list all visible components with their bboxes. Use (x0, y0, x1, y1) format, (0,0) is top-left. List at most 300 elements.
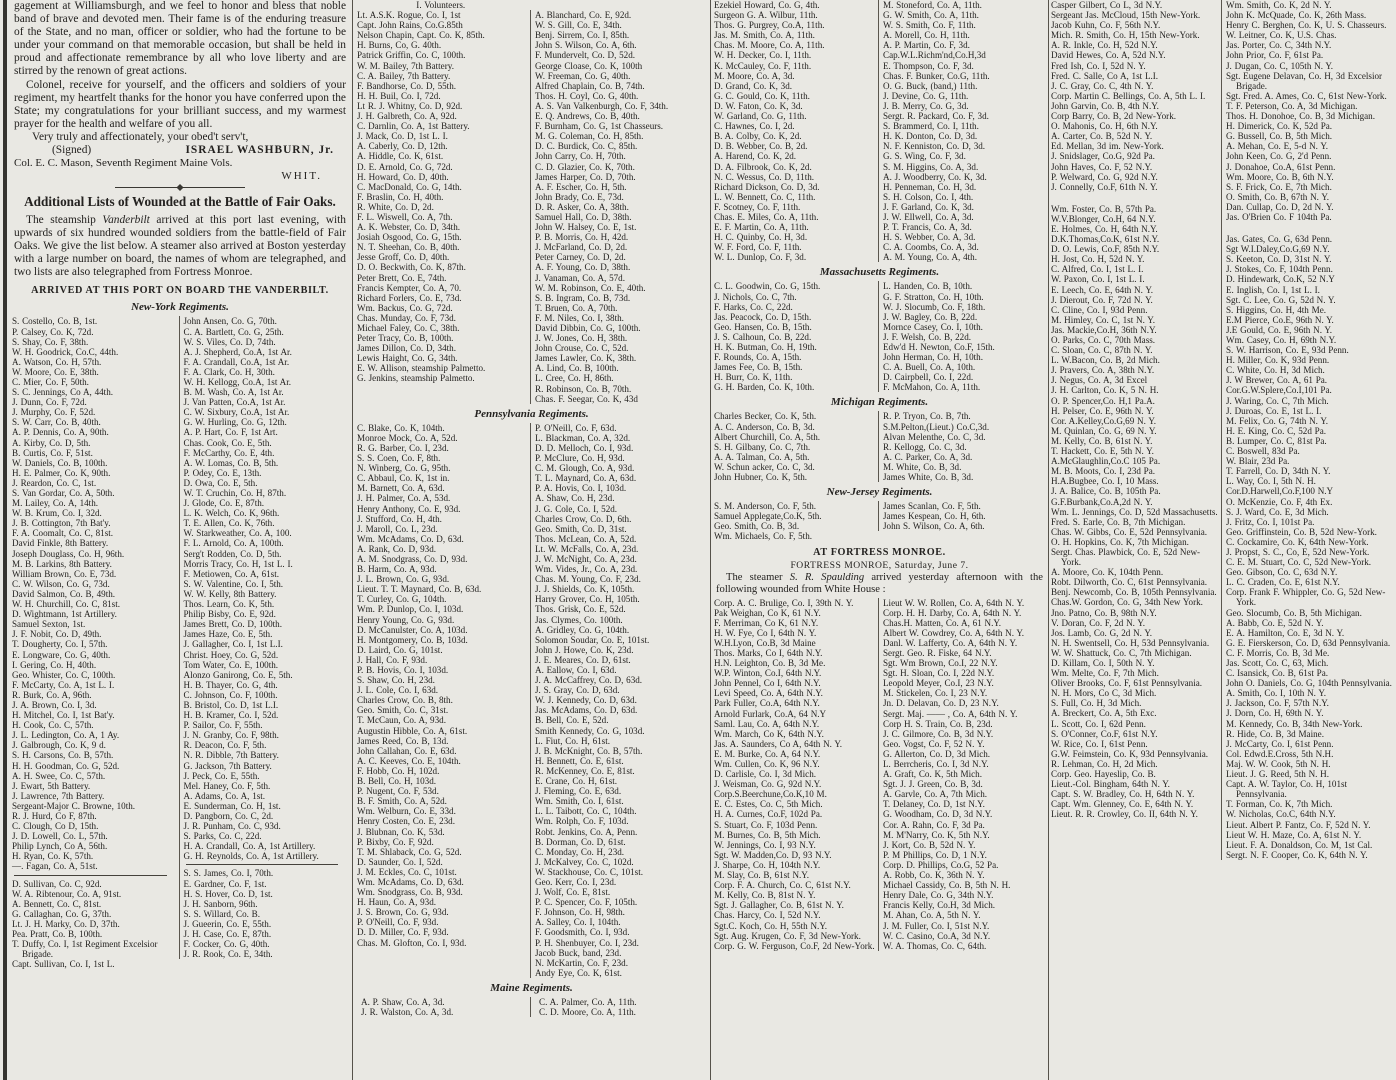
casualty-entry: R. Burk, Co. A, 96th. (12, 689, 92, 700)
casualty-entry: C. W. Wilson, Co. G, 73d. (12, 578, 110, 589)
casualty-entry: A. Blanchard, Co. E, 92d. (535, 10, 632, 21)
casualty-entry: G. E. Fierskerson, Co. D, 63d Pennsylvania. (1226, 637, 1391, 648)
casualty-entry: J. M. Fuller, Co. I, 51st N.Y. (883, 920, 990, 931)
casualty-entry: Lieut. R. R. Crowley, Co. II, 64th N. Y. (1051, 809, 1198, 820)
casualty-entry: Joseph Douglass, Co. H, 96th. (12, 548, 125, 559)
casualty-entry: K. McCauley, Co. F, 11th. (714, 60, 812, 71)
casualty-entry: F. Scotney, Co. F, 11th. (714, 201, 801, 212)
casualty-entry: A. Mehan, Co. E, 5-d N. Y. (1226, 141, 1329, 152)
name-list (1221, 0, 1394, 860)
casualty-entry: Sergt. R. Packard, Co. F, 3d. (883, 111, 989, 122)
casualty-entry: E. M. Burke, Co. A, 64 N.Y. (714, 748, 821, 759)
casualty-entry: T. Curley, Co. G, 104th. (357, 594, 447, 605)
casualty-entry: S. W. Carr, Co. B, 40th. (12, 417, 101, 428)
casualty-entry: Capt. Wm. Glenney, Co. E, 64th N. Y. (1051, 799, 1194, 810)
casualty-entry: S. S. James, Co. I, 70th. (183, 868, 274, 879)
casualty-entry: E. Gardner, Co. F, 1st. (183, 878, 267, 889)
casualty-entry: Sgt. Aug. Krugen, Co. F, 3d New-York. (714, 930, 861, 941)
casualty-entry: Geo. Hansen, Co. B, 15th. (714, 321, 812, 332)
casualty-entry: John Haves, Co. F, 52 N.Y. (1051, 161, 1153, 172)
casualty-entry: J. Devine, Co. G, 11th. (883, 90, 969, 101)
name-list (878, 281, 1045, 392)
casualty-entry: B. M. Wash, Co. A, 1st Ar. (183, 387, 284, 398)
casualty-entry: P. M Phillips, Co. D, 1 N.Y. (883, 849, 987, 860)
casualty-entry: J. Blubnan, Co. K, 53d. (357, 826, 445, 837)
name-list (179, 316, 349, 959)
casualty-entry: James Kespean, Co. H, 6th. (883, 511, 986, 522)
casualty-entry: Geo. Griffinstein, Co. B, 52d New-York. (1226, 526, 1377, 537)
casualty-entry: H. E. Palmer, Co. K, 90th. (12, 467, 111, 478)
casualty-entry: Jos. Lamb, Co. G, 2d N. Y. (1051, 627, 1153, 638)
arrived-heading: ARRIVED AT THIS PORT ON BOARD THE VANDERBILT. (31, 285, 329, 297)
casualty-entry: C. L. Goodwin, Co. G, 15th. (714, 281, 821, 292)
casualty-entry: J. Weisman, Co. G, 92d N.Y. (714, 779, 822, 790)
name-list (1051, 0, 1221, 820)
casualty-entry: E. Q. Andrews, Co. B, 40th. (535, 111, 640, 122)
casualty-entry: Charles Becker, Co. K, 5th. (714, 411, 817, 422)
pennsylvania-list (357, 423, 706, 978)
casualty-entry: J. F. Nobit, Co. D, 49th. (12, 629, 102, 640)
casualty-entry: James Harper, Co. D, 70th. (535, 171, 636, 182)
casualty-entry: W. W. Shattuck, Co. C, 7th Michigan. (1051, 647, 1192, 658)
casualty-entry: F. Cocker, Co. G, 40th. (183, 939, 270, 950)
casualty-entry: C. Abbaul, Co. K, 1st in. (357, 473, 450, 484)
casualty-entry: D. Hindewark, Co.K, 52 N.Y (1226, 274, 1335, 285)
section-heading-massachusetts: Massachusetts Regiments. (819, 266, 940, 279)
casualty-entry: Sgt.C. Koch, Co. H, 55th N.Y. (714, 920, 827, 931)
casualty-entry: Richard Forlers, Co. E, 73d. (357, 292, 462, 303)
casualty-entry: F. McCarthy, Co. E, 4th. (183, 447, 275, 458)
casualty-entry: Lieut. J. G. Reed, 5th N. H. (1226, 769, 1330, 780)
casualty-entry: Wm. Rolph, Co. F, 103d. (535, 816, 629, 827)
casualty-entry: W. A. Ribtenour, Co. A, 91st. (12, 888, 122, 899)
casualty-entry: H.N. Leighton, Co. B, 3d Me. (714, 658, 826, 669)
casualty-entry: W. Nicholas, Co.C, 64th N.Y. (1226, 809, 1336, 820)
casualty-entry: A. W. Lomas, Co. B, 5th. (183, 457, 279, 468)
column-3 (714, 0, 1045, 951)
casualty-entry: M. Lailey, Co. A, 14th. (12, 498, 99, 509)
casualty-entry: R. Lehman, Co. H, 2d Mich. (1051, 758, 1158, 769)
casualty-entry: J. J. Shields, Co. K, 105th. (535, 584, 635, 595)
casualty-entry: D. Wightmann, 1st Artillery. (12, 609, 117, 620)
casualty-entry: W. L. Dunlop, Co. F, 3d. (714, 252, 807, 263)
casualty-entry: Dan. Cullap, Co. D, 2d N. Y. (1226, 201, 1334, 212)
casualty-entry: C. Hawnes, Co. I, 2d. (714, 121, 795, 132)
casualty-entry: C. D. Glazier, Co. K, 70th. (535, 161, 635, 172)
casualty-entry: V. Doran, Co. F, 2d N. Y. (1051, 617, 1146, 628)
casualty-entry: C. W. Sixbury, Co.A, 1st Ar. (183, 407, 290, 418)
casualty-entry: Levi Speed, Co. A, 64th N.Y. (714, 688, 823, 699)
casualty-entry: Thos. G. Purgrey, Co.A, 11th. (714, 20, 825, 31)
casualty-entry: S. Stuart, Co. F, 103d Penn. (714, 819, 818, 830)
casualty-entry: S. W. Harrison, Co. E, 93d Penn. (1226, 345, 1349, 356)
casualty-entry: Alonzo Ganirong, Co. E, 5th. (183, 669, 293, 680)
casualty-entry: J. Murphy, Co. F, 52d. (12, 407, 96, 418)
casualty-entry: A. Graft, Co. K, 5th Mich. (883, 769, 982, 780)
casualty-entry: H. B. Kramer, Co. I, 52d. (183, 710, 279, 721)
casualty-entry: B. Bell, Co. E, 52d. (535, 715, 609, 726)
casualty-entry: Cor. A. Rahn, Co. F, 3d Pa. (883, 819, 985, 830)
casualty-entry: Corp. Frank F. Whippler, Co. G, 52d New-York. (1226, 587, 1386, 608)
casualty-entry: J. Negus, Co. A, 3d Excel (1051, 375, 1148, 386)
casualty-entry: Alvan Melenthe, Co. C, 3d. (883, 431, 986, 442)
casualty-entry: A. Bennett, Co. C, 81st. (12, 898, 102, 909)
casualty-entry: J. Hall, Co. F, 93d. (357, 654, 428, 665)
casualty-entry: John K. McQuade, Co. K, 26th Mass. (1226, 10, 1367, 21)
casualty-entry: L. C. Craden, Co. E, 61st N.Y. (1226, 577, 1340, 588)
casualty-entry: M. Felix, Co. G, 74th N. Y. (1226, 415, 1329, 426)
casualty-entry: J. Gallagher, Co. I, 1st L.I. (183, 639, 283, 650)
casualty-entry: E. C. Estes, Co. C, 5th Mich. (714, 799, 823, 810)
casualty-entry: John Crouse, Co. C, 52d. (535, 343, 629, 354)
casualty-entry: P. B. Hovis, Co. I, 103d. (357, 665, 449, 675)
casualty-entry: N. R. Dibble, 7th Battery. (183, 750, 279, 761)
casualty-entry: J. Van Patten, Co.A, 1st Ar. (183, 397, 286, 408)
casualty-entry: H. Ryan, Co. K, 57th. (12, 851, 94, 862)
casualty-entry: J. Sharpe, Co. H, 104th N.Y. (714, 859, 821, 870)
casualty-entry: J. Mack, Co. D, 1st L. I. (357, 131, 448, 142)
casualty-entry: C. Boswell, 83d Pa. (1226, 446, 1300, 457)
section-heading-pennsylvania: Pennsylvania Regiments. (474, 407, 589, 420)
casualty-entry: F. A. Coomalt, Co. C, 81st. (12, 528, 114, 539)
casualty-entry: J. Reardon, Co. C, 1st. (12, 477, 97, 488)
casualty-entry: F. McCarty, Co. A, 1st L. I. (12, 679, 115, 690)
casualty-entry: P. H. Shenbuyer, Co. I, 23d. (535, 937, 639, 948)
casualty-entry: S. O'Conner, Co.F, 61st N.Y. (1051, 728, 1158, 739)
casualty-entry: A. Moore, Co. K, 104th Penn. (1051, 567, 1164, 578)
casualty-entry: J. H. Case, Co. E, 87th. (183, 929, 272, 940)
casualty-entry: Mich. R. Smith, Co. H, 15th New-York. (1051, 30, 1200, 41)
casualty-entry: Wm. Melte, Co. F, 7th Mich. (1051, 668, 1159, 679)
casualty-entry: J. Duroas, Co. E, 1st L. I. (1226, 405, 1322, 416)
fortress-monroe-heading: AT FORTRESS MONROE. (813, 546, 946, 558)
casualty-entry: A. Kirby, Co. D, 5th. (12, 437, 91, 448)
article-intro: The steamship Vanderbilt arrived at this port last evening, with upwards of six hundred wounded soldiers from the battle-field of Fair Oaks. We give the list below. A steamer also arrived at Boston yesterday with a large number on board, the names of whom are telegraphed, and two lists are also telegraphed from Fortress Monroe. (14, 213, 347, 279)
casualty-entry: Lieut W. H. Maze, Co. A, 61st N. Y. (1226, 829, 1362, 840)
casualty-entry: J. A. Balice, Co. B, 105th Pa. (1051, 486, 1161, 497)
casualty-entry: P. McClure, Co. H, 93d. (535, 453, 625, 464)
casualty-entry: A. M. Young, Co. A, 4th. (883, 252, 977, 263)
casualty-entry: F. L. Arnold, Co. A, 100th. (183, 538, 284, 549)
casualty-entry: W. Garland, Co. G, 11th. (714, 111, 807, 122)
casualty-entry: Harry Grover, Co. H, 105th. (535, 594, 640, 605)
name-list (878, 501, 1045, 531)
column-rule-3 (1048, 0, 1049, 1080)
casualty-entry: M. Kelly, Co. B, 81st N. Y. (714, 890, 816, 901)
casualty-entry: Fred. S. Earle, Co. B, 7th Michigan. (1051, 516, 1186, 527)
casualty-entry: O. Mahonis, Co. H, 6th N.Y. (1051, 121, 1158, 132)
casualty-entry: G.F.Burbank,Co.A,2d N. Y. (1051, 496, 1153, 507)
casualty-entry: Sergeant Jas. McCloud, 15th New-York. (1051, 10, 1201, 21)
casualty-entry: T. M. Shlaback, Co. G, 52d. (357, 846, 462, 857)
casualty-entry: W. H. Goodrick, Co.C, 44th. (12, 346, 119, 357)
casualty-entry: P. O'Neill, Co. F, 63d. (535, 422, 617, 433)
casualty-entry: J. R. Rook, Co. E, 34th. (183, 949, 273, 960)
casualty-entry: P. Sailor, Co. F, 55th. (183, 720, 263, 731)
casualty-entry: S. S. Willard, Co. B. (183, 908, 260, 919)
casualty-entry: J. Ewart, 5th Battery. (12, 780, 91, 791)
casualty-entry: A. C. Parker, Co. A, 3d. (883, 451, 973, 462)
casualty-entry: A. Salley, Co. I, 104th. (535, 917, 621, 928)
casualty-entry: G. H. Reynolds, Co. A, 1st Artillery. (183, 851, 319, 862)
casualty-entry: S. Keeton, Co. D, 31st N. Y. (1226, 254, 1332, 265)
signature: ISRAEL WASHBURN, Jr. (185, 143, 334, 156)
casualty-entry: Sgt. Wm Brown, Co.I, 22 N.Y. (883, 658, 998, 669)
casualty-entry: James Brett, Co. D, 100th. (183, 619, 282, 630)
casualty-entry: Casper Gilbert, Co L, 3d N.Y. (1051, 0, 1163, 10)
casualty-entry: C. MacDonald, Co. G, 14th. (357, 181, 462, 192)
casualty-entry: S. F. Frick, Co. E, 7th Mich. (1226, 181, 1332, 192)
casualty-entry: W.H.Lyon, Co.B, 3d Maine (714, 637, 816, 648)
casualty-entry: S. C. Jennings, Co A, 44th. (12, 387, 114, 398)
casualty-entry: Thos. Learn, Co. K, 5th. (183, 599, 275, 610)
casualty-entry: D. B. Webber, Co. B, 2d. (714, 141, 808, 152)
fortress-monroe-intro: The steamer S. R. Spaulding arrived yesterday afternoon with the following wounded from White House : (716, 571, 1043, 595)
casualty-entry: Alfred Chaplain, Co. B, 74th. (535, 80, 645, 91)
casualty-entry: W. S. Viles, Co. D, 74th. (183, 336, 276, 347)
casualty-entry: A. C. Keeves, Co. E, 104th. (357, 755, 461, 766)
casualty-entry: Geo. Slocumb, Co. B, 5th Michigan. (1226, 607, 1362, 618)
casualty-entry: Philip Bisby, Co. E, 92d. (183, 609, 276, 620)
casualty-entry: A. S. Van Valkenburgh, Co. F, 34th. (535, 100, 669, 111)
casualty-entry: N. F. Kenniston, Co. D, 3d. (883, 141, 986, 152)
casualty-entry: E. Crane, Co. H, 61st. (535, 776, 618, 787)
name-list (530, 997, 706, 1017)
casualty-entry: J. B. Merry, Co. G, 3d. (883, 100, 969, 111)
casualty-entry: Geo. Smith, Co. B, 3d. (714, 521, 800, 532)
casualty-entry: Corp. H. H. Darby, Co. A, 64th N. Y. (883, 607, 1022, 618)
casualty-entry: J. Wolf, Co. E, 81st. (535, 887, 611, 898)
casualty-entry: B. Bell, Co. H, 103d. (357, 776, 437, 787)
casualty-entry: J. Waring, Co. C, 7th Mich. (1226, 395, 1329, 406)
casualty-entry: L. Fiut, Co. H, 61st. (535, 735, 611, 746)
casualty-entry: S. Brammerd, Co. I, 11th. (883, 121, 979, 132)
casualty-entry: Samuel Sexton, 1st. (12, 619, 86, 630)
casualty-entry: Lt. A.S.K. Rogue, Co. I, 1st (357, 10, 461, 21)
casualty-entry: Geo. Smith, Co. C, 31st. (357, 705, 449, 716)
casualty-entry: E. Leech, Co. E, 64th N. Y. (1051, 284, 1154, 295)
casualty-entry: H. B. Thayer, Co. G, 4th. (183, 679, 278, 690)
casualty-entry: O. H. Hopkins, Co. K, 7th Michigan. (1051, 536, 1189, 547)
casualty-entry: Wm. Smith, Co. I, 61st. (535, 796, 624, 807)
casualty-entry: Lt. W. McFalls, Co. A, 23d. (535, 543, 639, 554)
casualty-entry: Jas. Mackie,Co.H, 36th N.Y. (1051, 324, 1157, 335)
casualty-entry: C. E. M. Stuart, Co. C, 52d New-York. (1226, 557, 1372, 568)
casualty-entry: A. Lind, Co. B, 100th. (535, 363, 619, 374)
casualty-entry: Ezekiel Howard, Co. G, 4th. (714, 0, 820, 10)
casualty-entry: C. Monday, Co. H, 23d. (535, 846, 625, 857)
casualty-entry: H. Jost, Co. H, 52d N. Y. (1051, 254, 1145, 265)
casualty-entry: F. Merriman, Co K, 61 N.Y. (714, 617, 819, 628)
casualty-entry: L. K. Welch, Co. K, 96th. (183, 508, 280, 519)
casualty-entry: L. L. Taibott, Co. C, 104th. (535, 806, 637, 817)
casualty-entry: M. White, Co. B, 3d. (883, 461, 962, 472)
casualty-entry: W. S. Smith, Co. F, 11th. (883, 20, 976, 31)
casualty-entry: E. Inglish, Co. I, 1st L. I. (1226, 284, 1320, 295)
casualty-entry: J. A. McCaffrey, Co. D, 63d. (535, 675, 643, 686)
casualty-entry: L. Way, Co. I, 5th N. H. (1226, 476, 1316, 487)
casualty-entry: A. Rank, Co. D, 93d. (357, 543, 437, 554)
casualty-entry: Oliver Brooks, Co. F, 61st Pennsylvania. (1051, 678, 1203, 689)
casualty-entry: C. White, Co. H, 3d Mich. (1226, 365, 1325, 376)
casualty-entry: Michael Faley, Co. C, 38th. (357, 323, 460, 333)
casualty-entry: P. T. Francis, Co. A, 3d. (883, 222, 972, 233)
casualty-entry: Chas. Cook, Co. E, 5th. (183, 437, 272, 448)
casualty-entry: J. H. Galbreth, Co. A, 92d. (357, 111, 457, 122)
casualty-entry: Thos. Grisk, Co. E, 52d. (535, 604, 626, 615)
casualty-entry: A. Carter, Co. B, 52d N. Y. (1051, 131, 1153, 142)
casualty-entry: A. P. Hart, Co. F, 1st Art. (183, 427, 278, 438)
casualty-entry: D. McCanulster, Co. A, 103d. (357, 624, 468, 635)
casualty-entry: Wm. Snodgrass, Co. B, 93d. (357, 887, 463, 898)
casualty-entry: Jn. D. Delavan, Co. D, 23 N.Y. (883, 698, 999, 709)
casualty-entry: T. E. Allen, Co. K, 76th. (183, 518, 275, 529)
casualty-entry: D. Pangborn, Co. C, 2d. (183, 811, 274, 821)
casualty-entry: Christ. Hoey, Co. G, 52d. (183, 649, 279, 660)
casualty-entry: W. M. Bailey, 7th Battery. (357, 60, 454, 71)
casualty-entry: H. Haun, Co. A, 93d. (357, 897, 437, 908)
casualty-entry: Chas.H. Matten, Co. A, 61 N.Y. (883, 617, 1002, 628)
casualty-entry: Wm. Foster, Co. B, 57th Pa. (1051, 203, 1157, 214)
casualty-entry: W. F. Ford, Co. F, 11th. (714, 242, 802, 253)
casualty-entry: Pea. Pratt, Co. B, 100th. (12, 929, 103, 940)
name-list (878, 0, 1045, 262)
casualty-entry: Capt. S. W. Bradley, Co. H, 64th N. Y. (1051, 789, 1195, 800)
casualty-entry: Corp H. S. Train, Co. B, 23d. (883, 718, 993, 729)
casualty-entry: Henry Anthony, Co. E, 93d. (357, 503, 461, 514)
casualty-entry: S. Parks, Co. C, 22d. (183, 831, 262, 842)
casualty-entry: Thos. H. Coyl, Co. G, 40th. (535, 90, 639, 101)
casualty-entry: M. Stickelen, Co. I, 23 N.Y. (883, 688, 988, 699)
casualty-entry: O. G. Buck, (band,) 11th. (883, 80, 978, 91)
maine-regiments-list (714, 0, 1045, 262)
casualty-entry: S. S. Coen, Co. F, 8th. (357, 453, 441, 464)
casualty-entry: S. M. Anderson, Co. F, 5th. (714, 501, 817, 512)
casualty-entry: W. C. Casino, Co.A, 3d N.Y. (883, 930, 991, 941)
casualty-entry: J. W Brewer, Co. A, 61 Pa. (1226, 375, 1328, 386)
casualty-entry: P. B. Morris, Co. H, 42d. (535, 232, 629, 243)
casualty-entry: D. Carlisle, Co. I, 3d Mich. (714, 769, 817, 780)
vessel-name-spaulding: S. R. Spaulding (789, 571, 865, 583)
casualty-entry: J. H. Sanborn, 96th. (183, 898, 258, 909)
casualty-entry: C. D. Moore, Co. A, 11th. (539, 1007, 636, 1017)
casualty-entry: Jas. O'Brien Co. F 104th Pa. (1226, 211, 1332, 222)
name-list (878, 598, 1045, 951)
casualty-entry: J. McKalvey, Co. C, 102d. (535, 856, 634, 867)
casualty-entry: T. Bruen, Co. A, 70th. (535, 302, 618, 313)
casualty-entry: Thos. Marks, Co I, 64th N.Y. (714, 647, 823, 658)
casualty-entry: J. W. Bagley, Co. B, 22d. (883, 311, 978, 322)
casualty-entry: Nelson Chapin, Capt. Co. K, 85th. (357, 30, 485, 41)
maine-list (357, 997, 706, 1017)
casualty-entry: S. Full, Co. H, 3d Mich. (1051, 698, 1142, 709)
casualty-entry: G. Woodham, Co. D, 3d N.Y. (883, 809, 993, 820)
casualty-entry: B. F. Smith, Co. A, 52d. (357, 796, 447, 807)
casualty-entry: D. D. Miller, Co. F, 93d. (357, 927, 449, 938)
casualty-entry: Lieut W. W. Rollen, Co. A, 64th N. Y. (883, 597, 1025, 608)
casualty-entry: Jas. Peacock, Co. D, 15th. (714, 311, 812, 322)
casualty-entry: C. A. Bailey, 7th Battery. (357, 70, 451, 81)
casualty-entry: Mel. Haney, Co. F, 5th. (183, 780, 271, 791)
casualty-entry: W. Rice, Co. I, 61st Penn. (1051, 738, 1148, 749)
casualty-entry: Sgt. J. J. Green, Co. B, 3d. (883, 779, 983, 790)
letter-closing: Very truly and affectionately, your obed't serv't, (32, 130, 249, 143)
casualty-entry: A. J. Woodberry, Co. K, 3d. (883, 171, 987, 182)
casualty-entry: J. W. Ellwell, Co. A, 3d. (883, 211, 974, 222)
casualty-entry: H. W. Fye, Co I, 64th N. Y. (714, 627, 817, 638)
casualty-entry: A. J. Shepherd, Co.A, 1st Ar. (183, 346, 292, 357)
casualty-entry: Francis Kelly, Co.H, 3d Mich. (883, 900, 996, 911)
section-heading-maine: Maine Regiments. (490, 981, 573, 994)
casualty-entry: J. Gueerin, Co. E, 55th. (183, 918, 272, 929)
casualty-entry: Wm. Michaels, Co. F, 5th. (714, 531, 813, 542)
casualty-entry: P. Nugent, Co. F, 53d. (357, 786, 439, 797)
casualty-entry: A. Watson, Co. H, 57th. (12, 356, 102, 367)
casualty-entry: H. Mitchel, Co. I, 1st Bat'y. (12, 710, 115, 721)
casualty-entry: M. Moore, Co. A, 3d. (714, 70, 795, 81)
casualty-entry: John Garvin, Co. B, 4th N.Y. (1051, 100, 1159, 111)
casualty-entry: M. M'Narry, Co. K, 5th N.Y. (883, 829, 990, 840)
casualty-entry: Henry C. Berghen, Co. K, U. S. Chasseurs. (1226, 20, 1387, 31)
casualty-entry: Chas. Munday, Co. F, 73d. (357, 312, 456, 323)
casualty-entry: O. Smith, Co. B, 67th N. Y. (1226, 191, 1330, 202)
casualty-entry: W. Schun acker, Co. C, 3d. (714, 461, 815, 472)
casualty-entry: Albert W. Cowdrey, Co. A, 64th N. Y. (883, 627, 1025, 638)
casualty-entry: D. Cairpbell, Co. I, 22d. (883, 372, 974, 383)
casualty-entry: J. F. Welsh, Co. B, 22d. (883, 331, 972, 342)
casualty-entry: H. C. Quinby, Co. H, 3d. (714, 232, 808, 243)
casualty-entry: Arnold Furlark, Co.A, 64 N.Y (714, 708, 827, 719)
casualty-entry: F. Bandhorse, Co. D, 55th. (357, 80, 457, 91)
name-list (530, 423, 706, 978)
casualty-entry: E. Holmes, Co. H, 64th N.Y. (1051, 223, 1158, 234)
casualty-entry: John W. Halsey, Co. E, 1st. (535, 222, 637, 233)
casualty-entry: P. C. Spencer, Co. F, 105th. (535, 897, 638, 908)
casualty-entry: Sgt. C. Lee, Co. G, 52d N. Y. (1226, 294, 1336, 305)
fortress-monroe-dateline: FORTRESS MONROE, Saturday, June 7. (790, 559, 969, 571)
column-4 (1051, 0, 1394, 860)
casualty-entry: Surgeon G. A. Wilbur, 11th. (714, 10, 818, 21)
casualty-entry: T. Forman, Co. K, 7th Mich. (1226, 799, 1333, 810)
vessel-name-vanderbilt: Vanderbilt (102, 213, 150, 226)
casualty-entry: A. Gridley, Co. G, 104th. (535, 624, 630, 635)
casualty-entry: James Haze, Co. E, 5th. (183, 629, 273, 640)
casualty-entry: Jas. Scott, Co. C, 63, Mich. (1226, 658, 1329, 668)
casualty-entry: Samuel Applegate,Co.K, 5th. (714, 511, 822, 522)
casualty-entry: H. S. Webber, Co. A, 3d. (883, 232, 976, 243)
casualty-entry: M. Kelly, Co. B, 61st N. Y. (1051, 435, 1153, 446)
casualty-entry: J. S. Gray, Co. D, 63d. (535, 685, 620, 696)
casualty-entry: R. P. Tryon, Co. B, 7th. (883, 411, 971, 422)
casualty-entry: M. Barnett, Co. A, 63d. (357, 483, 445, 494)
casualty-entry: H. Pelser, Co. E, 96th N. Y. (1051, 405, 1154, 416)
casualty-entry: J. F. Garland, Co. K, 3d. (883, 201, 974, 212)
casualty-entry: Corp. Geo. Hayeslip, Co. B. (1051, 769, 1156, 780)
casualty-entry: Sergeant-Major C. Browne, 10th. (12, 800, 136, 811)
casualty-entry: D. E. Arnold, Co. G, 72d. (357, 161, 453, 172)
casualty-entry: Solomon Soudar, Co. E, 101st. (535, 634, 650, 645)
list-gap (1051, 192, 1219, 204)
casualty-entry: J. C. Gray, Co. C, 4th N. Y. (1051, 80, 1154, 91)
casualty-entry: Corp. A. C. Brulige, Co. I, 39th N. Y. (714, 597, 854, 608)
casualty-entry: Capt. John Rains, Co.G.85th (357, 20, 463, 31)
casualty-entry: Charles Crow, Co. B, 8th. (357, 695, 453, 706)
casualty-entry: Wm. Smith, Co. K, 2d N. Y. (1226, 0, 1332, 10)
casualty-entry: J. Maroll, Co. L, 23d. (357, 523, 438, 534)
casualty-entry: M. Ahan, Co. A, 5th N. Y. (883, 910, 981, 921)
casualty-entry: E. Longware, Co. G, 40th. (12, 649, 111, 660)
casualty-entry: George Cloase, Co. K, 100th (535, 60, 643, 71)
